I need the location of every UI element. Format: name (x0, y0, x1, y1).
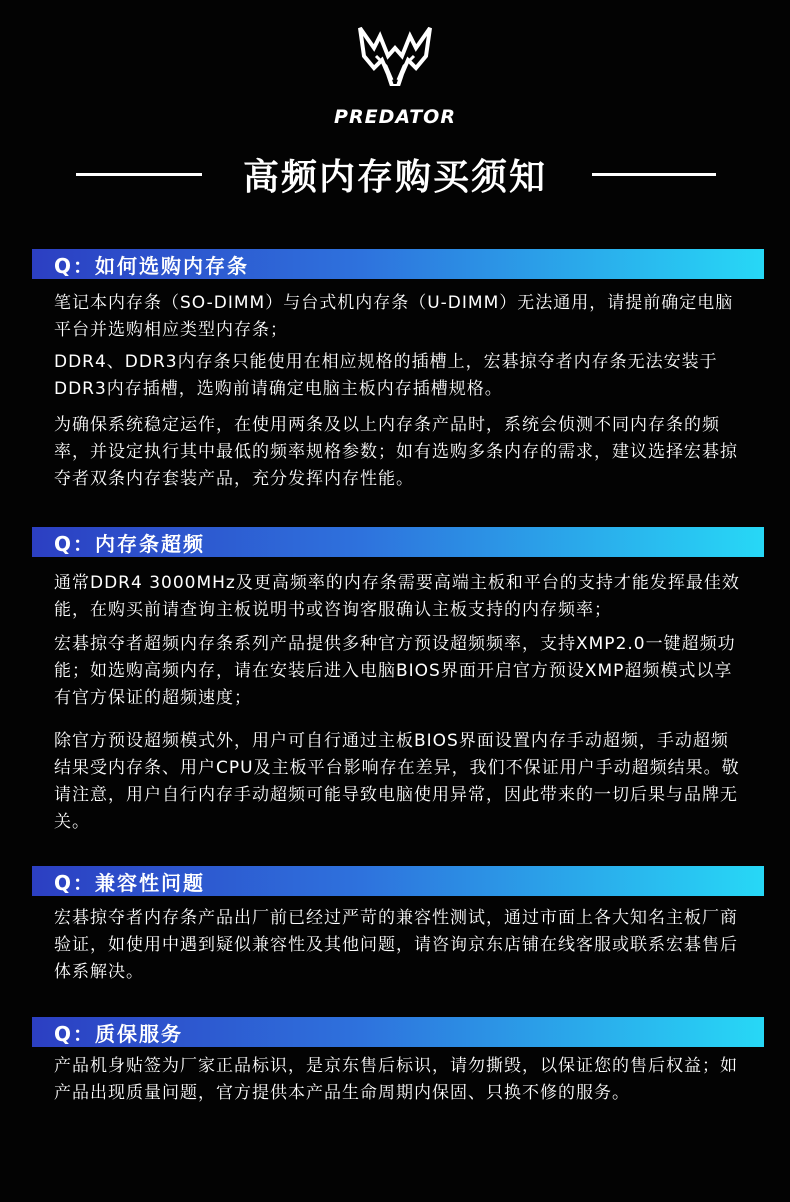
brand-logo (0, 26, 790, 136)
predator-logo-icon (356, 26, 434, 86)
answer-paragraph: DDR4、DDR3内存条只能使用在相应规格的插槽上，宏碁掠夺者内存条无法安装于DDR3内存插槽，选购前请确定电脑主板内存插槽规格。 (54, 352, 718, 399)
question-bar (32, 1017, 764, 1047)
answer-paragraph: 为确保系统稳定运作，在使用两条及以上内存条产品时，系统会侦测不同内存条的频率，并设定执行其中最低的频率规格参数；如有选购多条内存的需求，建议选择宏碁掠夺者双条内存套装产品，充分发挥内存性能。 (54, 415, 738, 489)
page-title: 高频内存购买须知 (242, 157, 547, 198)
page-header (0, 145, 790, 201)
question-bar (32, 249, 764, 279)
answer-paragraph: 笔记本内存条（SO-DIMM）与台式机内存条（U-DIMM）无法通用，请提前确定电脑平台并选购相应类型内存条； (54, 293, 734, 340)
answer-paragraph: 宏碁掠夺者内存条产品出厂前已经过严苛的兼容性测试，通过市面上各大知名主板厂商验证，如使用中遇到疑似兼容性及其他问题，请咨询京东店铺在线客服或联系宏碁售后体系解决。 (54, 908, 738, 982)
answer-paragraph: 除官方预设超频模式外，用户可自行通过主板BIOS界面设置内存手动超频，手动超频结果受内存条、用户CPU及主板平台影响存在差异，我们不保证用户手动超频结果。敬请注意，用户自行内存手动超频可能导致电脑使用异常，因此带来的一切后果与品牌无关。 (54, 731, 740, 832)
question-bar (32, 866, 764, 896)
answer-paragraph: 产品机身贴签为厂家正品标识，是京东售后标识，请勿撕毁，以保证您的售后权益；如产品出现质量问题，官方提供本产品生命周期内保固、只换不修的服务。 (54, 1056, 738, 1103)
question-bar (32, 527, 764, 557)
title-divider-right (592, 173, 716, 176)
question-title: Q：质保服务 (54, 1022, 184, 1046)
answer-paragraph: 宏碁掠夺者超频内存条系列产品提供多种官方预设超频频率，支持XMP2.0一键超频功能；如选购高频内存，请在安装后进入电脑BIOS界面开启官方预设XMP超频模式以享有官方保证的超频速度； (54, 634, 736, 708)
question-title: Q：如何选购内存条 (54, 254, 250, 278)
question-title: Q：兼容性问题 (54, 871, 206, 895)
brand-name: PREDATOR (334, 106, 456, 128)
answer-paragraph: 通常DDR4 3000MHz及更高频率的内存条需要高端主板和平台的支持才能发挥最佳效能，在购买前请查询主板说明书或咨询客服确认主板支持的内存频率； (54, 573, 740, 620)
question-title: Q：内存条超频 (54, 532, 206, 556)
